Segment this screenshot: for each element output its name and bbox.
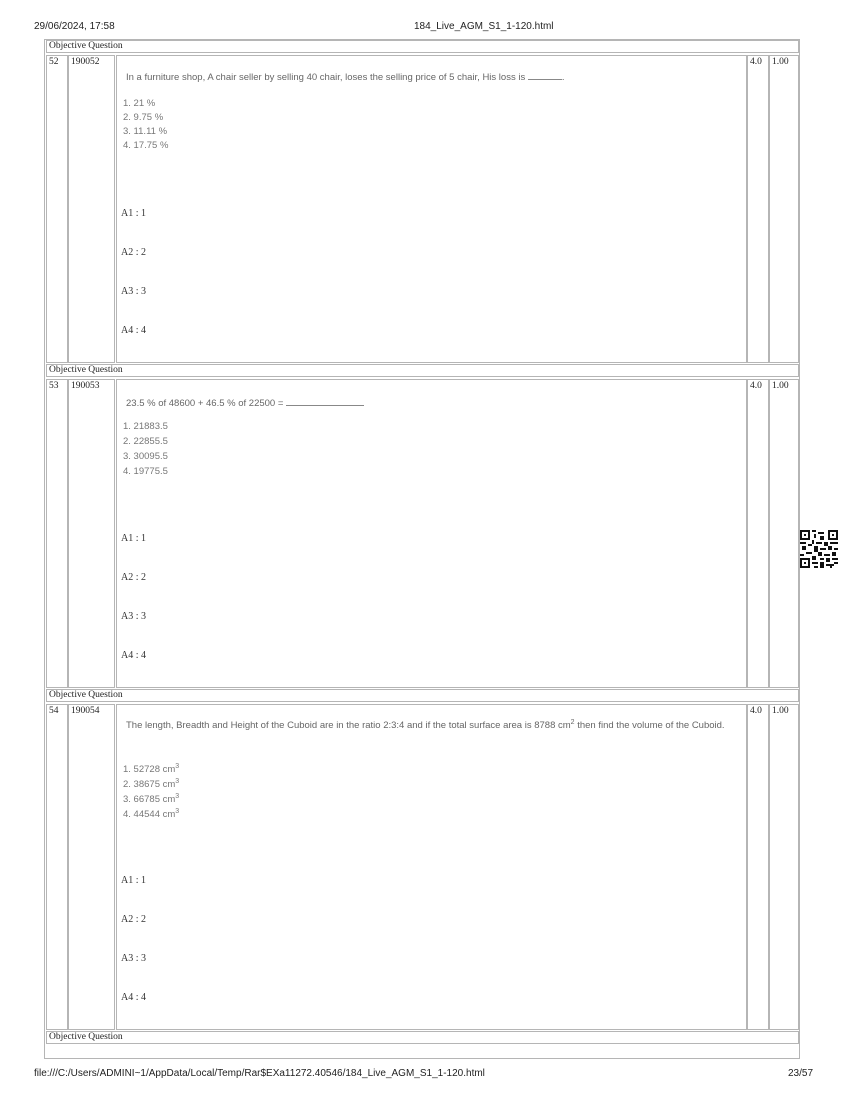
question-id: 190054 [68,704,115,1030]
question-id: 190052 [68,55,115,363]
section-label: Objective Question [46,364,799,377]
question-number: 52 [46,55,68,363]
qr-code-icon [800,530,838,568]
question-id: 190053 [68,379,115,688]
option-4: 4. 17.75 % [123,140,169,151]
option-2: 2. 38675 $cm^3$ [123,777,180,790]
option-4: 4. 44544 $cm^3$ [123,807,180,820]
section-label: Objective Question [46,40,799,53]
question-body [116,55,747,363]
print-filename: 184_Live_AGM_S1_1-120.html [414,21,554,32]
option-4: 4. 19775.5 [123,466,168,477]
option-3: 3. 11.11 % [123,126,168,137]
option-2: 2. 9.75 % [123,112,164,123]
answer-3: A3 : 3 [121,611,146,622]
answer-4: A4 : 4 [121,992,146,1003]
negative-marks: 1.00 [769,379,799,688]
answer-1: A1 : 1 [121,208,146,219]
answer-2: A2 : 2 [121,572,146,583]
question-number: 54 [46,704,68,1030]
answer-4: A4 : 4 [121,325,146,336]
question-number: 53 [46,379,68,688]
option-1: 1. 21883.5 [123,421,168,432]
section-label: Objective Question [46,689,799,702]
answer-1: A1 : 1 [121,875,146,886]
section-label: Objective Question [46,1031,799,1044]
page-number: 23/57 [788,1068,814,1079]
answer-1: A1 : 1 [121,533,146,544]
answer-blank [528,70,562,80]
marks: 4.0 [747,379,769,688]
answer-2: A2 : 2 [121,914,146,925]
print-datetime: 29/06/2024, 17:58 [34,21,115,32]
option-1: 1. 21 % [123,98,156,109]
question-text: 23.5 % of 48600 + 46.5 % of 22500 = [126,396,736,411]
question-body [116,704,747,1030]
marks: 4.0 [747,704,769,1030]
marks: 4.0 [747,55,769,363]
option-2: 2. 22855.5 [123,436,168,447]
answer-2: A2 : 2 [121,247,146,258]
answer-3: A3 : 3 [121,953,146,964]
print-file-path: file:///C:/Users/ADMINI~1/AppData/Local/Temp/Rar$EXa11272.40546/184_Live_AGM_S1_1-120.html [34,1068,485,1079]
answer-4: A4 : 4 [121,650,146,661]
option-3: 3. 30095.5 [123,451,168,462]
answer-3: A3 : 3 [121,286,146,297]
option-1: 1. 52728 $cm^3$ [123,762,180,775]
question-body [116,379,747,688]
negative-marks: 1.00 [769,704,799,1030]
question-text: In a furniture shop, A chair seller by selling 40 chair, loses the selling price of 5 chair, His loss is . [126,72,565,83]
option-3: 3. 66785 $cm^3$ [123,792,180,805]
question-text: The length, Breadth and Height of the Cuboid are in the ratio 2:3:4 and if the total surface area is 8788 $cm^2$ then find the volume of the Cuboid. [126,718,725,731]
negative-marks: 1.00 [769,55,799,363]
answer-blank [286,396,364,406]
